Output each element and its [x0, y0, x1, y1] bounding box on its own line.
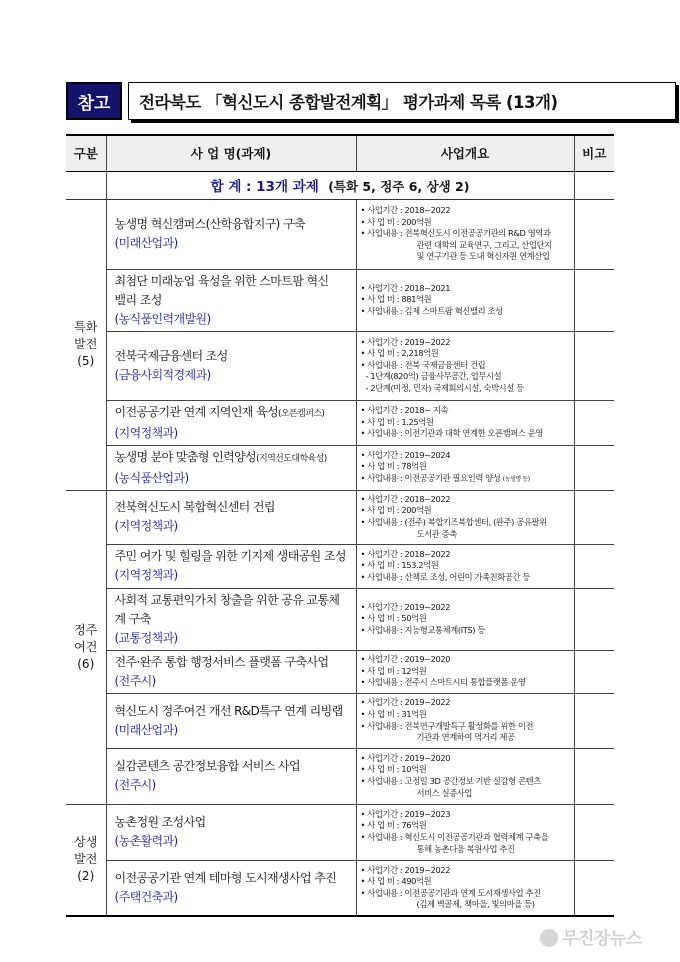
department: (농식품산업과) [114, 470, 189, 485]
col-summary: 사업개요 [356, 135, 574, 171]
department: (교통정책과) [114, 630, 178, 645]
project-summary: • 사업기간 : 2019~2022 • 사 업 비 : 31억원 • 사업내용 : 전북연구개발특구 활성화를 위한 이전 기관과 연계하여 먹거리 제공 [356, 693, 574, 748]
project-summary: • 사업기간 : 2019~2024 • 사 업 비 : 78억원 • 사업내용 : 이전공공기관 필요인력 양성 (농생명 등) [356, 445, 574, 490]
project-table [66, 134, 614, 917]
table-row [66, 748, 614, 804]
reference-badge: 참고 [66, 82, 122, 120]
group-label-settlement: 정주 여건 (6) [66, 490, 106, 804]
project-name: 실감콘텐츠 공간정보융합 서비스 사업 (전주시) [106, 748, 356, 804]
group-label-coexistence: 상생 발전 (2) [66, 804, 106, 916]
project-summary: • 사업기간 : 2019~2022 • 사 업 비 : 490억원 • 사업내용 : 이전공공기관과 연계 도시재생사업 추진 (김제 벽골제, 책마을, 빛의마을 등) [356, 860, 574, 916]
department: (지역정책과) [114, 425, 178, 440]
total-breakdown: (특화 5, 정주 6, 상생 2) [328, 179, 470, 194]
department: (전주시) [114, 673, 156, 688]
table-row [66, 650, 614, 693]
department: (주택건축과) [114, 889, 178, 904]
project-name: 농생명 혁신캠퍼스(산학융합지구) 구축 (미래산업과) [106, 199, 356, 269]
project-name: 전북국제금융센터 조성 (금융사회적경제과) [106, 331, 356, 400]
title-area [66, 82, 676, 120]
table-row [66, 199, 614, 269]
department: (미래산업과) [114, 236, 178, 250]
department: (지역정책과) [114, 568, 178, 582]
department: (전주시) [114, 778, 156, 792]
table-row [66, 804, 614, 860]
department: (농식품인력개발원) [114, 311, 211, 326]
department: (미래산업과) [114, 722, 178, 737]
project-name: 전북혁신도시 복합혁신센터 건립 (지역정책과) [106, 490, 356, 544]
project-summary: • 사업기간 : 2018~ 지속 • 사 업 비 : 1.25억원 • 사업내용 : 이전기관과 대학 연계한 오픈캠퍼스 운영 [356, 400, 574, 445]
table-row [66, 331, 614, 400]
project-name: 이전공공기관 연계 지역인재 육성(오픈캠퍼스) (지역정책과) [106, 400, 356, 445]
logo-icon [540, 929, 558, 947]
col-note: 비고 [574, 135, 614, 171]
total-row [66, 171, 614, 199]
project-summary: • 사업기간 : 2019~2020 • 사 업 비 : 12억원 • 사업내용 : 전주시 스마트시티 통합플랫폼 운영 [356, 650, 574, 693]
project-summary: • 사업기간 : 2018~2022 • 사 업 비 : 200억원 • 사업내용 : 전북혁신도시 이전공공기관의 R&D 영역과 관련 대학의 교육연구, 그리고, 산업단지 및 연구기관 등 도내 혁신자원 연계산업 [356, 199, 574, 269]
project-summary: • 사업기간 : 2018~2022 • 사 업 비 : 153.2억원 • 사업내용 : 산책로 조성, 어린이 가족친화공간 등 [356, 544, 574, 588]
total-main: 합 계 : 13개 과제 [210, 179, 319, 195]
project-summary: • 사업기간 : 2019~2020 • 사 업 비 : 10억원 • 사업내용 : 고정밀 3D 공간정보 기반 실감형 콘텐츠 서비스 실증사업 [356, 748, 574, 804]
project-summary: • 사업기간 : 2019~2023 • 사 업 비 : 76억원 • 사업내용 : 혁신도시 이전공공기관과 협력체계 구축을 통해 농촌다움 복원사업 추진 [356, 804, 574, 860]
group-label-specialized: 특화 발전 (5) [66, 199, 106, 490]
department: (금융사회적경제과) [114, 367, 211, 382]
project-name: 사회적 교통편익가치 창출을 위한 공유 교통체계 구축 (교통정책과) [106, 588, 356, 650]
header-row [66, 135, 614, 171]
table-row [66, 445, 614, 490]
table-row [66, 693, 614, 748]
table-row [66, 269, 614, 331]
table-row [66, 400, 614, 445]
project-name: 농촌정원 조성사업 (농촌활력과) [106, 804, 356, 860]
col-category: 구분 [66, 135, 106, 171]
page-title: 전라북도 「혁신도시 종합발전계획」 평가과제 목록 (13개) [128, 82, 676, 120]
table-row [66, 860, 614, 916]
col-project-name: 사 업 명(과제) [106, 135, 356, 171]
total-summary [106, 171, 574, 199]
watermark: 무진장뉴스 [540, 924, 642, 949]
project-name: 전주·완주 통합 행정서비스 플랫폼 구축사업 (전주시) [106, 650, 356, 693]
project-summary: • 사업기간 : 2019~2022 • 사 업 비 : 50억원 • 사업내용 : 지능형교통체계(ITS) 등 [356, 588, 574, 650]
project-name: 이전공공기관 연계 테마형 도시재생사업 추진 (주택건축과) [106, 860, 356, 916]
table-row [66, 490, 614, 544]
table-row [66, 588, 614, 650]
table-row [66, 544, 614, 588]
project-summary: • 사업기간 : 2019~2022 • 사 업 비 : 2,218억원 • 사업내용 : 전북 국제금융센터 건립 - 1단계(820억) 금융사무공간, 업무시설 - 2단계(미정, 민자) 국제회의시설, 숙박시설 등 [356, 331, 574, 400]
project-name: 혁신도시 정주여건 개선 R&D특구 연계 리빙랩 (미래산업과) [106, 693, 356, 748]
department: (지역정책과) [114, 519, 178, 533]
project-summary: • 사업기간 : 2018~2021 • 사 업 비 : 881억원 • 사업내용 : 김제 스마트팜 혁신밸리 조성 [356, 269, 574, 331]
project-name: 주민 여가 및 힐링을 위한 기지제 생태공원 조성 (지역정책과) [106, 544, 356, 588]
project-name: 농생명 분야 맞춤형 인력양성(지역선도대학육성) (농식품산업과) [106, 445, 356, 490]
project-summary: • 사업기간 : 2018~2022 • 사 업 비 : 200억원 • 사업내용 : (전주) 복합키즈복합센터, (완주) 공유팔위 도서관 증축 [356, 490, 574, 544]
department: (농촌활력과) [114, 834, 178, 848]
project-name: 최첨단 미래농업 육성을 위한 스마트팜 혁신 밸리 조성 (농식품인력개발원) [106, 269, 356, 331]
